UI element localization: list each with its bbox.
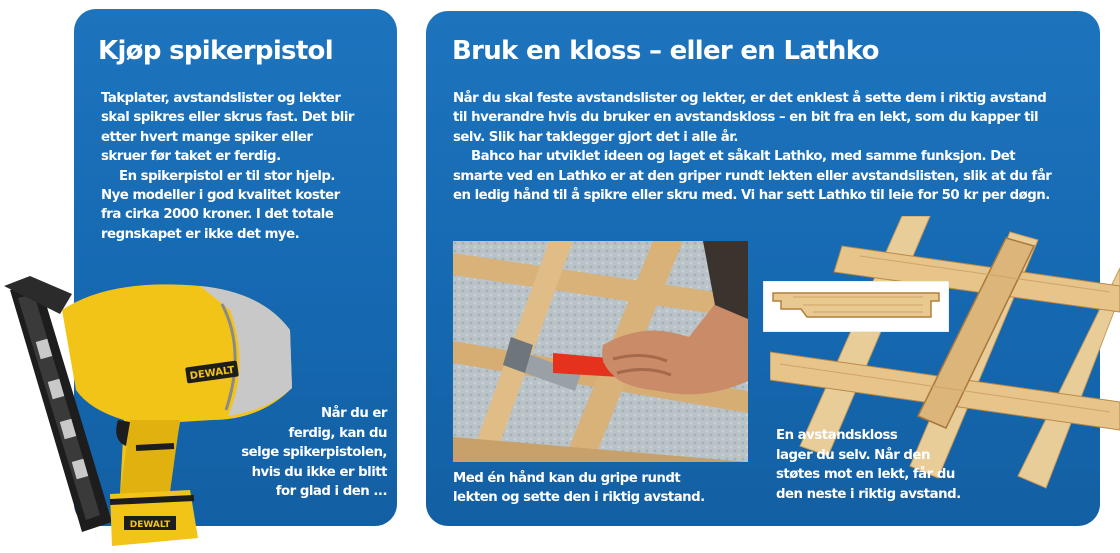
text-line: smarte ved en Lathko er at den griper rundt lekten eller avstandslisten, slik at du får bbox=[453, 168, 1052, 184]
text-line: Nye modeller i god kvalitet koster bbox=[101, 188, 340, 204]
caption-line: ferdig, kan du bbox=[288, 425, 387, 441]
caption-line: lekten og sette den i riktig avstand. bbox=[453, 489, 705, 505]
caption-line: lager du selv. Når den bbox=[776, 447, 930, 463]
text-line: Bahco har utviklet ideen og laget et såkalt Lathko, med samme funksjon. Det bbox=[471, 149, 1016, 165]
text-line: En spikerpistol er til stor hjelp. bbox=[119, 168, 335, 184]
caption-line: En avstandskloss bbox=[776, 428, 898, 443]
left-body-text bbox=[101, 89, 354, 244]
caption-line: selge spikerpistolen, bbox=[241, 445, 387, 460]
caption-line: Med én hånd kan du gripe rundt bbox=[453, 471, 681, 486]
caption-line: Når du er bbox=[321, 406, 387, 421]
text-line: skal spikres eller skrus fast. Det blir bbox=[101, 110, 354, 126]
text-line: selv. Slik har taklegger gjort det i alle år. bbox=[453, 129, 738, 145]
nail-gun-caption bbox=[241, 404, 387, 502]
text-line: Når du skal feste avstandslister og lekter, er det enklest å sette dem i riktig avstand bbox=[453, 91, 1047, 106]
caption-line: for glad i den ... bbox=[275, 484, 387, 499]
caption-line: hvis du ikke er blitt bbox=[251, 464, 387, 480]
text-line: skruer før taket er ferdig. bbox=[101, 149, 281, 165]
battery-logo-text: DEWALT bbox=[129, 520, 171, 530]
text-line: regnskapet er ikke det mye. bbox=[101, 226, 300, 242]
left-heading: Kjøp spikerpistol bbox=[98, 36, 333, 66]
text-line: Takplater, avstandslister og lekter bbox=[101, 91, 341, 106]
right-heading: Bruk en kloss – eller en Lathko bbox=[452, 36, 879, 66]
text-line: til hverandre hvis du bruker en avstandskloss – en bit fra en lekt, som du kapper til bbox=[453, 110, 1039, 126]
spacer-block-caption bbox=[776, 426, 961, 504]
text-line: en ledig hånd til å spikre eller skru med. Vi har sett Lathko til leie for 50 kr per døgn. bbox=[453, 188, 1050, 204]
tool-photo-caption bbox=[453, 470, 705, 507]
text-line: etter hvert mange spiker eller bbox=[101, 129, 313, 145]
spacer-block-inset bbox=[763, 281, 949, 332]
caption-line: støtes mot en lekt, får du bbox=[776, 467, 955, 482]
caption-line: den neste i riktig avstand. bbox=[776, 486, 961, 502]
right-body-text bbox=[453, 89, 1051, 205]
dewalt-logo-text: DEWALT bbox=[189, 364, 236, 383]
text-line: fra cirka 2000 kroner. I det totale bbox=[101, 207, 334, 223]
lathko-tool-photo bbox=[453, 241, 748, 462]
